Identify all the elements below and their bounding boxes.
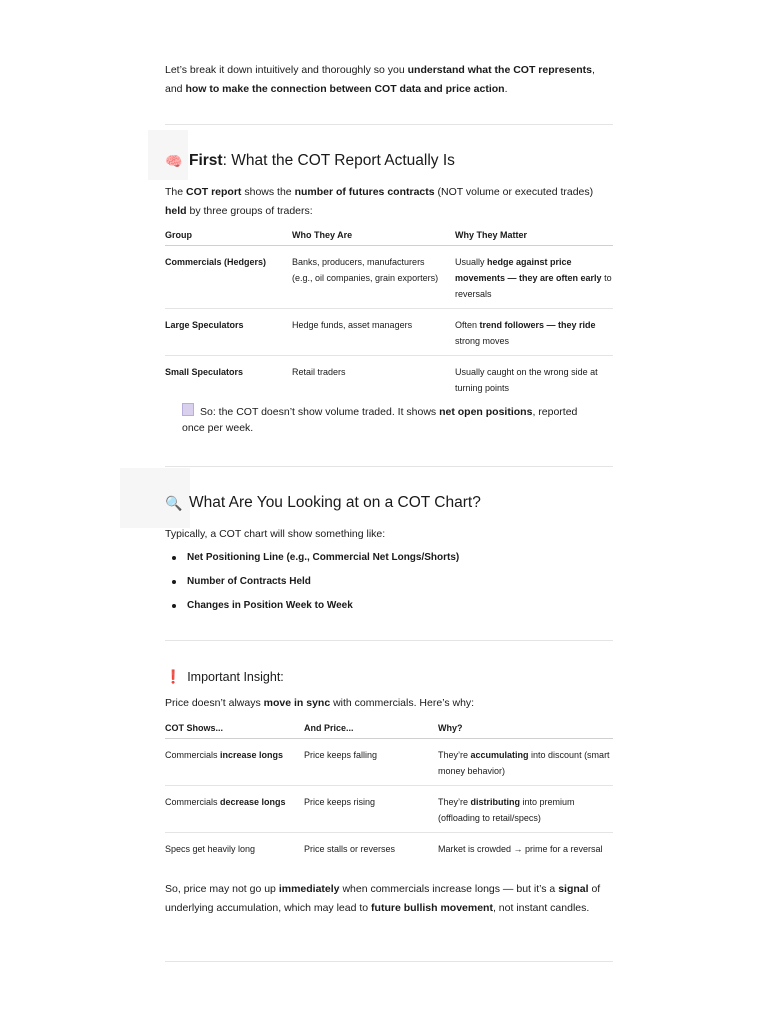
table-cell: Commercials decrease longs	[165, 786, 304, 833]
divider	[165, 124, 613, 125]
column-header: Why?	[438, 723, 613, 739]
table-cell: Commercials (Hedgers)	[165, 246, 292, 309]
table-row	[165, 246, 613, 309]
memo-icon	[182, 403, 194, 416]
section1-note: So: the COT doesn’t show volume traded. It shows net open positions, reported once per week.	[182, 403, 602, 436]
chart-components-list	[165, 546, 613, 618]
table-header-row	[165, 230, 613, 246]
section-heading-insight: ❗ Important Insight:	[165, 669, 284, 684]
section1-lead: The COT report shows the number of futures contracts (NOT volume or executed trades) held by three groups of traders:	[165, 186, 594, 217]
section-heading-cot-report: 🧠 First : What the COT Report Actually Is	[165, 152, 455, 169]
column-header: Group	[165, 230, 292, 246]
list-item: Net Positioning Line (e.g., Commercial Net Longs/Shorts)	[165, 546, 613, 570]
table-cell: Small Speculators	[165, 367, 244, 377]
table-row	[165, 309, 613, 356]
table-row	[165, 356, 613, 403]
column-header: COT Shows...	[165, 723, 304, 739]
table-cell: Specs get heavily long	[165, 844, 256, 854]
table-cell: Price keeps falling	[304, 739, 438, 786]
table-cell: Often trend followers — they ride strong moves	[455, 309, 613, 356]
table-cell: Market is crowded → prime for a reversal	[438, 844, 603, 854]
table-cell: They’re accumulating into discount (smart money behavior)	[438, 739, 613, 786]
section3-lead: Price doesn’t always move in sync with commercials. Here’s why:	[165, 697, 475, 709]
section2-lead: Typically, a COT chart will show something like:	[165, 528, 386, 540]
table-cell: They’re distributing into premium (offloading to retail/specs)	[438, 786, 613, 833]
column-header: And Price...	[304, 723, 438, 739]
table-cell: Commercials increase longs	[165, 739, 304, 786]
table-cell: Large Speculators	[165, 309, 292, 356]
table-cell: Price stalls or reverses	[304, 844, 396, 854]
column-header: Why They Matter	[455, 230, 613, 246]
brain-icon: 🧠	[165, 152, 183, 169]
divider	[165, 466, 613, 467]
divider	[165, 640, 613, 641]
intro-paragraph: Let’s break it down intuitively and thoroughly so you understand what the COT represents, and how to make the connection between COT data and price action.	[165, 64, 595, 95]
section-heading-cot-chart: 🔍 What Are You Looking at on a COT Chart?	[165, 494, 481, 511]
table-cell: Usually hedge against price movements — they are often early to reversals	[455, 246, 613, 309]
divider	[165, 961, 613, 962]
table-cell: Usually caught on the wrong side at turning points	[455, 367, 598, 393]
trader-groups-table-wrap	[165, 230, 613, 402]
list-item: Changes in Position Week to Week	[165, 594, 613, 618]
table-row	[165, 786, 613, 833]
insight-table-wrap	[165, 723, 613, 879]
table-row	[165, 739, 613, 786]
magnifier-icon: 🔍	[165, 494, 183, 511]
insight-table	[165, 723, 613, 879]
trader-groups-table	[165, 230, 613, 402]
list-item: Number of Contracts Held	[165, 570, 613, 594]
table-cell: Hedge funds, asset managers	[292, 309, 455, 356]
table-row	[165, 833, 613, 879]
table-header-row	[165, 723, 613, 739]
column-header: Who They Are	[292, 230, 455, 246]
table-cell: Price keeps rising	[304, 786, 438, 833]
table-cell: Retail traders	[292, 367, 346, 377]
section3-conclusion: So, price may not go up immediately when commercials increase longs — but it’s a signal of underlying accumulation, which may lead to future bullish movement, not instant candles.	[165, 883, 601, 914]
exclamation-icon: ❗	[165, 669, 182, 684]
table-cell: Banks, producers, manufacturers (e.g., oil companies, grain exporters)	[292, 246, 455, 309]
